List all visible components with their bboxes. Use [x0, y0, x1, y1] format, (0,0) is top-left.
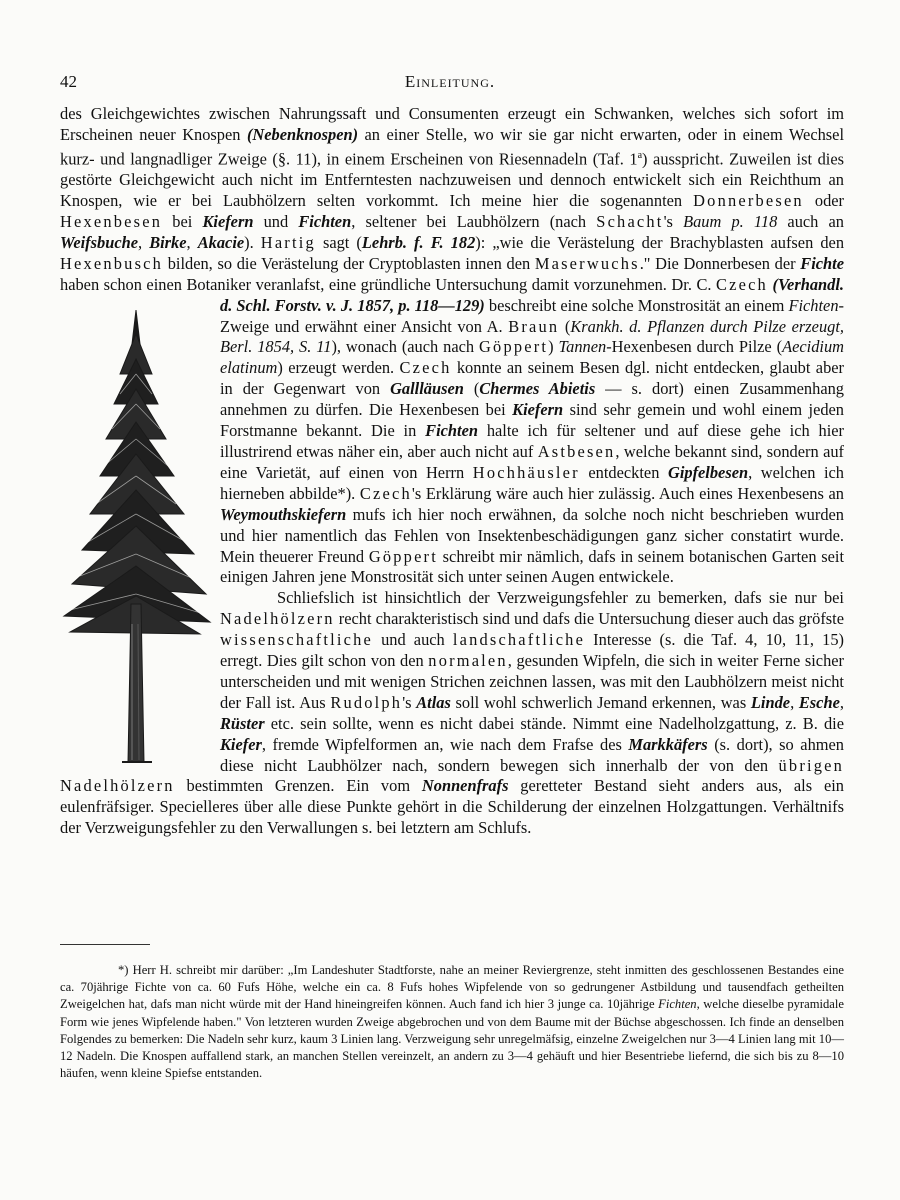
running-title: Einleitung.	[404, 72, 496, 91]
spruce-tree-engraving-icon	[60, 304, 212, 764]
paragraph-2: Schliefslich ist hinsichtlich der Verzweigungsfehler zu bemerken, dafs sie nur bei Nadelhölzern recht charakteristisch sind und dafs die Untersuchung dieser auch das gröfste wissenschaftliche und auch landschaftliche Interesse (s. die Taf. 4, 10, 11, 15) erregt. Dies gilt schon von den normalen, gesunden Wipfeln, die sich in weiter Ferne sicher unterscheiden und mit wenigen Strichen zeichnen lassen, was mit den Laubhölzern meist nicht der Fall ist. Aus Rudolph's Atlas soll wohl schwerlich Jemand erkennen, was Linde, Esche, Rüster etc. sein sollte, wenn es nicht dabei stände. Nimmt eine Nadelholzgattung, z. B. die Kiefer, fremde Wipfelformen an, wie nach dem Frafse des Markkäfers (s. dort), so ahmen diese nicht Laubhölzer nach, sondern bewegen sich innerhalb der von den übrigen Nadelhölzern bestimmten Grenzen. Ein vom Nonnenfrafs geretteter Bestand sieht anders aus, als ein eulenfräfsiger. Specielleres über alle diese Punkte gehört in die Schilderung der einzelnen Holzgattungen. Verhältnifs der Verzweigungsfehler zu den Verwallungen s. bei letztern am Schlufs.	[60, 588, 845, 838]
paragraph-1: des Gleichgewichtes zwischen Nahrungssaft und Consumenten erzeugt ein Schwanken, welches sich sofort im Erscheinen neuer Knospen (Nebenknospen) an einer Stelle, wo wir sie gar nicht erwarten, oder in einem Wechsel kurz- und langnadliger Zweige (§. 11), in einem Erscheinen von Riesennadeln (Taf. 1$^a$) ausspricht. Zuweilen ist dies gestörte Gleichgewicht auch nicht im Entferntesten nachzuweisen und dennoch entwickelt sich ein Reichthum an Knospen, wie er bei Laubhölzern selten vorkommt. Ich meine hier die sogenannten Donnerbesen oder Hexenbesen bei Kiefern und Fichten, seltener bei Laubhölzern (nach Schacht's Baum p. 118 auch an Weifsbuche, Birke, Akacie). Hartig sagt (Lehrb. f. F. 182): „wie die Verästelung der Brachyblasten aufsen den Hexenbusch bilden, so die Verästelung der Cryptoblasten innen den Maserwuchs." Die Donnerbesen der Fichte haben schon einen Botaniker veranlafst, eine gründliche Untersuchung damit vorzunehmen. Dr. C. Czech (Verhandl. d. Schl. Forstv. v. J. 1857, p. 118—129) beschreibt eine solche Monstrosität an einem Fichten-Zweige und erwähnt einer Ansicht von A. Braun (Krankh. d. Pflanzen durch Pilze erzeugt, Berl. 1854, S. 11), wonach (auch nach Göppert) Tannen-Hexenbesen durch Pilze (Aecidium elatinum) erzeugt werden. Czech konnte an seinem Besen dgl. nicht entdecken, glaubt aber in der Gegenwart von Gallläusen (Chermes Abietis — s. dort) einen Zusammenhang annehmen zu dürfen. Die Hexenbesen bei Kiefern sind sehr gemein und wohl einem jeden Forstmanne bekannt. Die in Fichten halte ich für seltener und auf diese gehe ich hier illustrirend etwas näher ein, aber auch nicht auf Astbesen, welche bekannt sind, sondern auf eine Varietät, auf einen von Herrn Hochhäusler entdeckten Gipfelbesen, welchen ich hierneben abbilde*). Czech's Erklärung wäre auch hier zulässig. Auch eines Hexenbesens an Weymouthskiefern mufs ich hier noch erwähnen, da solche noch nicht beschrieben wurden und hier namentlich das Fehlen von Insektenbeschädigungen ganz sicher constatirt wurde. Mein theuerer Freund Göppert schreibt mir nämlich, dafs in seinem botanischen Garten seit einigen Jahren jene Monstrosität sich unter seinen Augen entwickele.	[60, 104, 844, 588]
page-header	[60, 72, 840, 96]
body-text	[60, 104, 844, 839]
footnote: *) Herr H. schreibt mir darüber: „Im Landeshuter Stadtforste, nahe an meiner Reviergrenze, steht inmitten des geschlossenen Bestandes eine ca. 70jährige Fichte von ca. 60 Fufs Höhe, welche ein ca. 8 Fufs hohes Wipfelende von so gedrungener Astbildung und tausendfach getheilten Zweigelchen hat, dafs man nicht würde mit der Hand hineingreifen können. Auch fand ich hier 3 junge ca. 10jährige Fichten, welche dieselbe pyramidale Form wie jenes Wipfelende haben." Von letzteren wurden Zweige abgebrochen und von dem Baume mit der Büchse abgeschossen. Ich finde an denselben Folgendes zu bemerken: Die Nadeln sehr kurz, kaum 3 Linien lang. Verzweigung sehr unregelmäfsig, einzelne Zweigelchen nur 3—4 Linien lang mit 10—12 Nadeln. Die Knospen auffallend stark, an manchen Stellen vereinzelt, an andern zu 3—4 gehäuft und hier Besentriebe liefernd, die sich bis zu 8—10 häufen, wenn kleine Spiefse entstanden.	[60, 963, 844, 1081]
footnote-rule	[60, 944, 150, 945]
page-number: 42	[60, 72, 77, 91]
